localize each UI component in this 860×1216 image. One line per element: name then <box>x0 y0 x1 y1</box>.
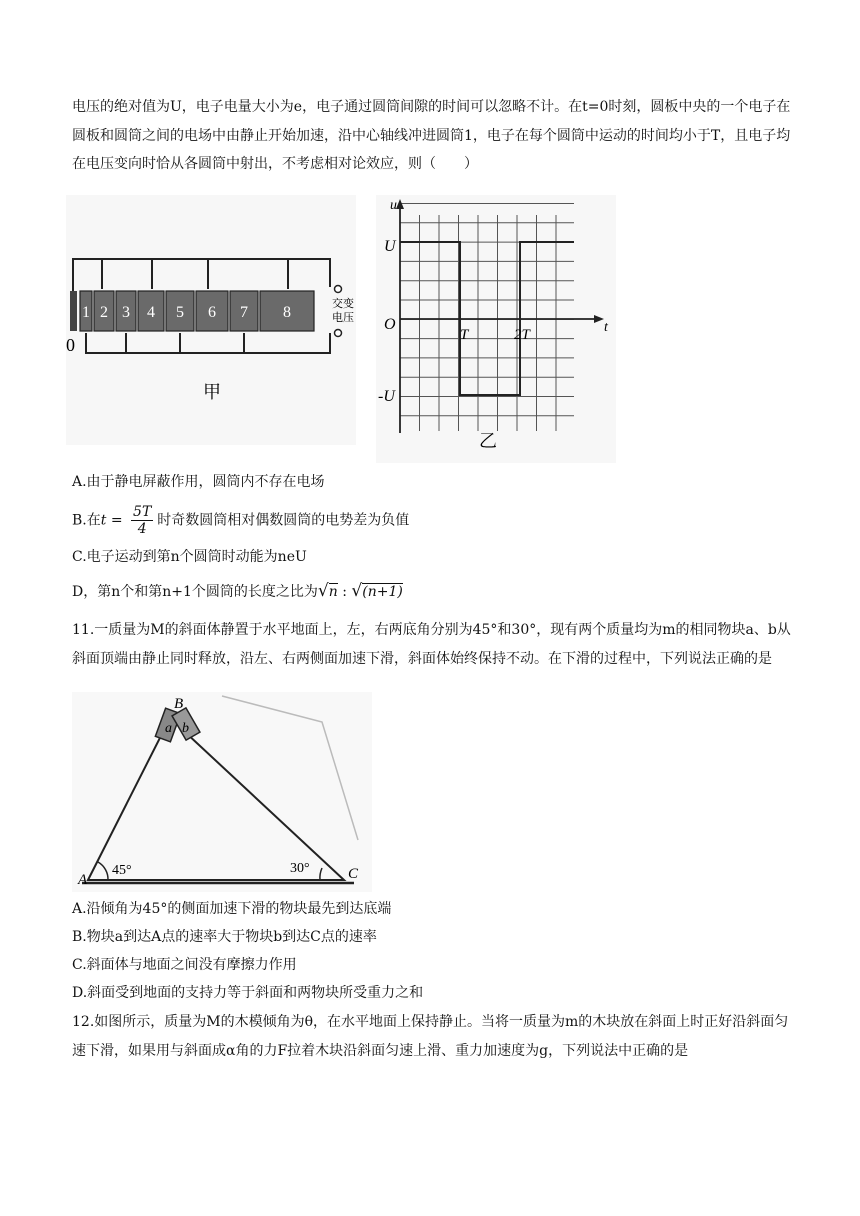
figure-background <box>376 195 616 463</box>
label-C: C <box>348 866 359 882</box>
question-11-stem: 11.一质量为M的斜面体静置于水平地面上，左，右两底角分别为45°和30°，现有两个质量均为m的相同物块a、b从斜面顶端由静止同时释放，沿左、右两侧面加速下滑，斜面体始终保持不动。在下滑的过程中，下列说法正确的是 <box>72 622 791 667</box>
option-b-t: t <box>100 512 107 529</box>
fraction-denominator: 4 <box>137 521 147 537</box>
figure-background <box>72 692 372 892</box>
question-12-stem: 12.如图所示，质量为M的木模倾角为θ，在水平地面上保持静止。当将一质量为m的木块放在斜面上时正好沿斜面匀速下滑，如果用与斜面成α角的力F拉着木块沿斜面匀速上滑、重力加速度为g，下列说法中正确的是 <box>72 1014 789 1059</box>
option-b-suffix: 时奇数圆筒相对偶数圆筒的电势差为负值 <box>157 512 410 529</box>
option-b-fraction <box>131 504 153 537</box>
origin-label: 0 <box>66 335 75 355</box>
cylinder-label-4: 4 <box>147 304 155 321</box>
terminal-top <box>335 286 342 293</box>
question-10-stem: 电压的绝对值为U，电子电量大小为e，电子通过圆筒间隙的时间可以忽略不计。在t=0时刻，圆板中央的一个电子在圆板和圆筒之间的电场中由静止开始加速，沿中心轴线冲进圆筒1，电子在每个圆筒中运动的时间均小于T，且电子均在电压变向时恰从各圆筒中射出，不考虑相对论效应，则（ ） <box>72 99 791 172</box>
q11-option-a: A.沿倾角为45°的侧面加速下滑的物块最先到达底端 <box>72 901 392 917</box>
option-d-n1: (n+1) <box>362 584 403 600</box>
figure-yi-voltage-graph <box>376 195 616 463</box>
cylinder-label-7: 7 <box>240 304 248 321</box>
cylinder-label-3: 3 <box>122 304 130 321</box>
cylinder-label-2: 2 <box>100 304 108 321</box>
label-A: A <box>78 872 88 888</box>
label-B: B <box>174 696 184 712</box>
figure-jia-drift-tube-diagram <box>66 195 356 445</box>
caption-yi: 乙 <box>479 431 497 451</box>
q10-option-c: C.电子运动到第n个圆筒时动能为neU <box>72 549 307 565</box>
axis-u-label: u <box>390 198 397 213</box>
label-O: O <box>384 316 396 333</box>
sqrt-icon-2: √ <box>351 581 363 601</box>
q11-option-b: B.物块a到达A点的速率大于物块b到达C点的速率 <box>72 929 377 945</box>
q11-option-c: C.斜面体与地面之间没有摩擦力作用 <box>72 957 297 973</box>
label-T: T <box>460 327 469 343</box>
angle-left-label: 45° <box>112 863 132 878</box>
plate <box>70 291 77 331</box>
label-negU: -U <box>378 388 395 405</box>
source-label-1: 交变 <box>332 298 354 310</box>
terminal-bottom <box>335 330 342 337</box>
label-2T: 2T <box>514 327 530 343</box>
fraction-numerator: 5T <box>133 504 152 520</box>
sqrt-icon: √ <box>317 581 329 601</box>
cylinder-label-1: 1 <box>82 304 90 321</box>
q10-option-b <box>72 504 409 537</box>
angle-right-label: 30° <box>290 861 310 876</box>
option-d-sep: : <box>337 584 352 600</box>
option-d-prefix: D，第n个和第n+1个圆筒的长度之比为 <box>72 584 318 600</box>
figure-q11-incline <box>72 692 372 892</box>
cylinder-label-5: 5 <box>176 304 184 321</box>
label-b: b <box>182 721 189 736</box>
option-b-eq: = <box>106 512 128 529</box>
q11-option-d: D.斜面受到地面的支持力等于斜面和两物块所受重力之和 <box>72 985 424 1001</box>
label-U: U <box>384 238 396 255</box>
caption-jia: 甲 <box>203 382 221 402</box>
q10-option-a: A.由于静电屏蔽作用，圆筒内不存在电场 <box>72 474 325 490</box>
cylinder-label-8: 8 <box>283 304 291 321</box>
source-label-2: 电压 <box>332 312 354 324</box>
option-d-n: n <box>328 584 338 600</box>
axis-t-label: t <box>604 320 608 335</box>
q10-option-d <box>72 579 403 604</box>
option-b-prefix: B.在 <box>72 512 101 529</box>
cylinder-label-6: 6 <box>208 304 216 321</box>
label-a: a <box>165 721 172 736</box>
